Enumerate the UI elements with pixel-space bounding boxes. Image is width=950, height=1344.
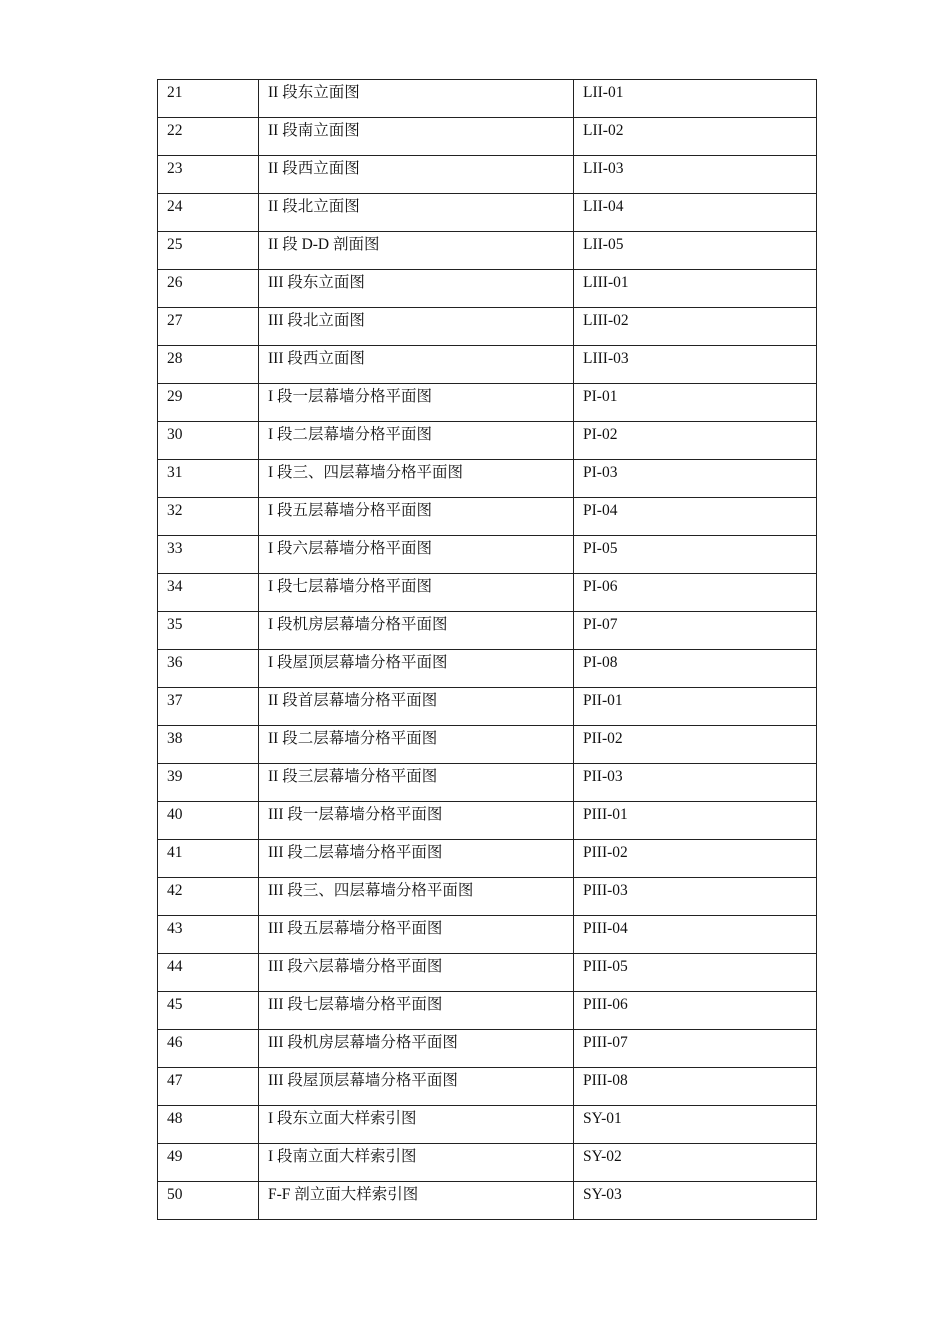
drawing-name: III 段屋顶层幕墙分格平面图 [259, 1068, 574, 1106]
drawing-name: I 段五层幕墙分格平面图 [259, 498, 574, 536]
row-number: 46 [158, 1030, 259, 1068]
drawing-name: III 段东立面图 [259, 270, 574, 308]
row-number: 41 [158, 840, 259, 878]
drawing-code: PI-05 [574, 536, 817, 574]
drawing-code: PI-08 [574, 650, 817, 688]
table-row [158, 878, 817, 916]
drawing-code: PIII-03 [574, 878, 817, 916]
drawing-name: II 段北立面图 [259, 194, 574, 232]
row-number: 36 [158, 650, 259, 688]
row-number: 49 [158, 1144, 259, 1182]
drawing-name: II 段东立面图 [259, 80, 574, 118]
drawing-code: PII-01 [574, 688, 817, 726]
drawing-code: PI-04 [574, 498, 817, 536]
table-row [158, 498, 817, 536]
table-row [158, 726, 817, 764]
row-number: 45 [158, 992, 259, 1030]
drawing-code: LIII-01 [574, 270, 817, 308]
drawing-code: PIII-04 [574, 916, 817, 954]
table-row [158, 118, 817, 156]
table-row [158, 346, 817, 384]
drawing-name: I 段机房层幕墙分格平面图 [259, 612, 574, 650]
drawing-list-table [157, 79, 817, 1220]
drawing-name: I 段七层幕墙分格平面图 [259, 574, 574, 612]
table-row [158, 232, 817, 270]
drawing-name: III 段北立面图 [259, 308, 574, 346]
drawing-name: III 段六层幕墙分格平面图 [259, 954, 574, 992]
table-row [158, 764, 817, 802]
drawing-code: PII-03 [574, 764, 817, 802]
drawing-name: I 段一层幕墙分格平面图 [259, 384, 574, 422]
drawing-name: III 段七层幕墙分格平面图 [259, 992, 574, 1030]
drawing-code: SY-02 [574, 1144, 817, 1182]
row-number: 39 [158, 764, 259, 802]
drawing-code: LIII-02 [574, 308, 817, 346]
drawing-list-body [158, 80, 817, 1220]
table-row [158, 992, 817, 1030]
drawing-code: LII-02 [574, 118, 817, 156]
drawing-name: II 段首层幕墙分格平面图 [259, 688, 574, 726]
table-row [158, 536, 817, 574]
table-row [158, 802, 817, 840]
drawing-code: LII-04 [574, 194, 817, 232]
drawing-code: PI-06 [574, 574, 817, 612]
drawing-name: I 段三、四层幕墙分格平面图 [259, 460, 574, 498]
drawing-code: PII-02 [574, 726, 817, 764]
row-number: 44 [158, 954, 259, 992]
drawing-code: LII-03 [574, 156, 817, 194]
drawing-name: II 段二层幕墙分格平面图 [259, 726, 574, 764]
table-row [158, 612, 817, 650]
table-row [158, 954, 817, 992]
table-row [158, 80, 817, 118]
table-row [158, 422, 817, 460]
table-row [158, 308, 817, 346]
drawing-code: PI-07 [574, 612, 817, 650]
drawing-name: II 段西立面图 [259, 156, 574, 194]
row-number: 29 [158, 384, 259, 422]
row-number: 40 [158, 802, 259, 840]
drawing-code: SY-03 [574, 1182, 817, 1220]
table-row [158, 650, 817, 688]
row-number: 23 [158, 156, 259, 194]
row-number: 27 [158, 308, 259, 346]
drawing-code: PI-03 [574, 460, 817, 498]
row-number: 25 [158, 232, 259, 270]
drawing-name: I 段南立面大样索引图 [259, 1144, 574, 1182]
drawing-code: LII-05 [574, 232, 817, 270]
row-number: 38 [158, 726, 259, 764]
row-number: 47 [158, 1068, 259, 1106]
row-number: 42 [158, 878, 259, 916]
row-number: 24 [158, 194, 259, 232]
drawing-name: III 段西立面图 [259, 346, 574, 384]
drawing-code: PIII-08 [574, 1068, 817, 1106]
row-number: 43 [158, 916, 259, 954]
table-row [158, 916, 817, 954]
drawing-code: PIII-02 [574, 840, 817, 878]
table-row [158, 574, 817, 612]
row-number: 21 [158, 80, 259, 118]
drawing-name: III 段一层幕墙分格平面图 [259, 802, 574, 840]
table-row [158, 156, 817, 194]
row-number: 34 [158, 574, 259, 612]
drawing-code: LII-01 [574, 80, 817, 118]
table-row [158, 460, 817, 498]
row-number: 28 [158, 346, 259, 384]
row-number: 32 [158, 498, 259, 536]
row-number: 37 [158, 688, 259, 726]
table-row [158, 1030, 817, 1068]
drawing-name: III 段机房层幕墙分格平面图 [259, 1030, 574, 1068]
drawing-code: PI-02 [574, 422, 817, 460]
table-row [158, 840, 817, 878]
drawing-code: PIII-06 [574, 992, 817, 1030]
drawing-name: II 段 D-D 剖面图 [259, 232, 574, 270]
drawing-code: PIII-05 [574, 954, 817, 992]
table-row [158, 688, 817, 726]
drawing-name: I 段东立面大样索引图 [259, 1106, 574, 1144]
row-number: 35 [158, 612, 259, 650]
row-number: 30 [158, 422, 259, 460]
row-number: 50 [158, 1182, 259, 1220]
table-row [158, 194, 817, 232]
table-row [158, 270, 817, 308]
table-row [158, 1106, 817, 1144]
drawing-name: III 段二层幕墙分格平面图 [259, 840, 574, 878]
drawing-code: SY-01 [574, 1106, 817, 1144]
drawing-name: III 段五层幕墙分格平面图 [259, 916, 574, 954]
drawing-name: I 段六层幕墙分格平面图 [259, 536, 574, 574]
drawing-code: LIII-03 [574, 346, 817, 384]
drawing-name: II 段南立面图 [259, 118, 574, 156]
drawing-name: I 段屋顶层幕墙分格平面图 [259, 650, 574, 688]
table-row [158, 1182, 817, 1220]
row-number: 33 [158, 536, 259, 574]
table-row [158, 384, 817, 422]
drawing-code: PIII-01 [574, 802, 817, 840]
table-row [158, 1068, 817, 1106]
row-number: 31 [158, 460, 259, 498]
drawing-code: PI-01 [574, 384, 817, 422]
row-number: 22 [158, 118, 259, 156]
row-number: 48 [158, 1106, 259, 1144]
drawing-name: III 段三、四层幕墙分格平面图 [259, 878, 574, 916]
table-row [158, 1144, 817, 1182]
drawing-code: PIII-07 [574, 1030, 817, 1068]
drawing-name: F-F 剖立面大样索引图 [259, 1182, 574, 1220]
drawing-name: I 段二层幕墙分格平面图 [259, 422, 574, 460]
drawing-name: II 段三层幕墙分格平面图 [259, 764, 574, 802]
row-number: 26 [158, 270, 259, 308]
